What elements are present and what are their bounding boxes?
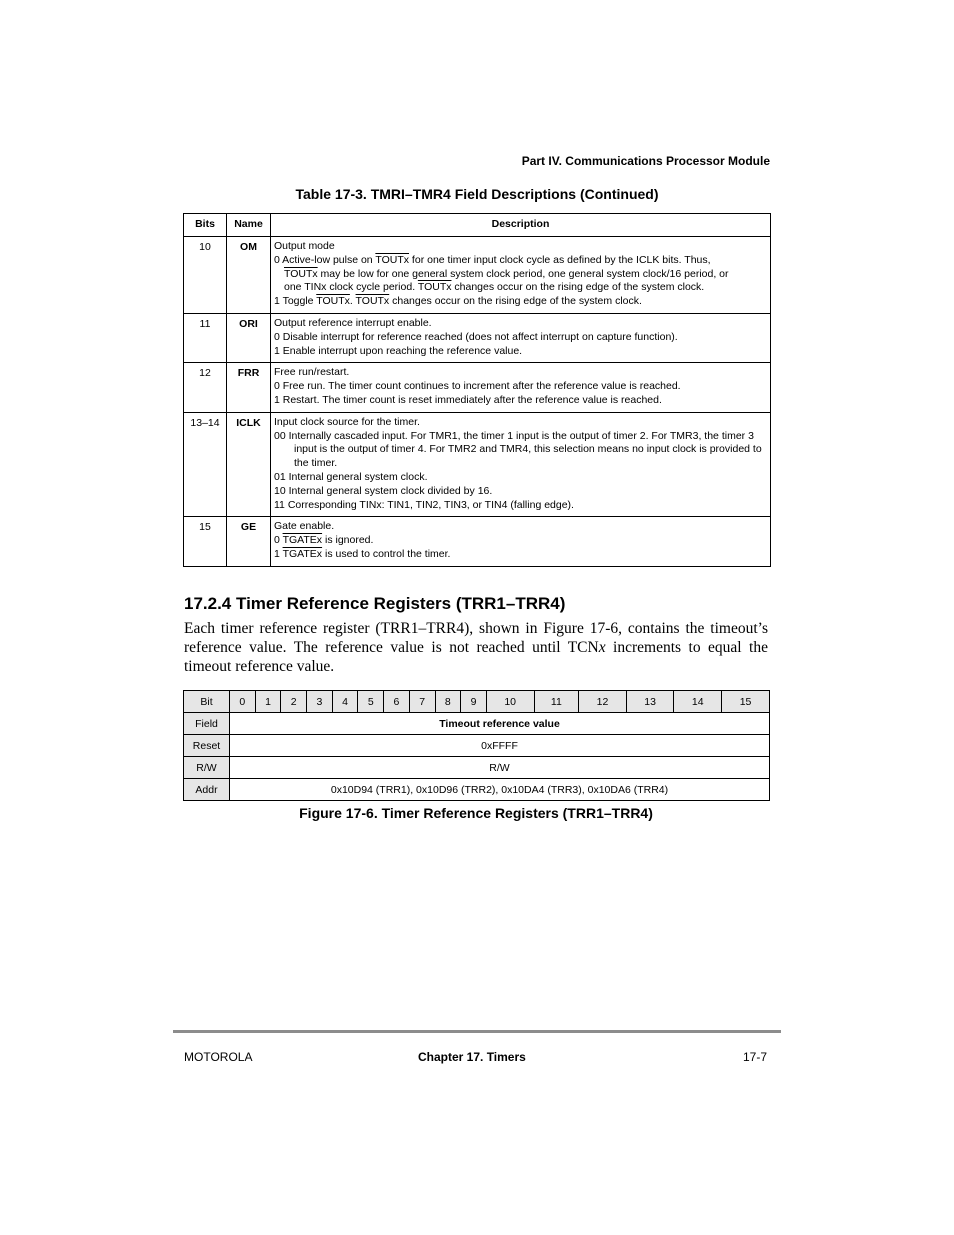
addr-row-label: Addr [184,779,230,801]
desc-line: 1 Toggle TOUTx. TOUTx changes occur on the rising edge of the system clock. [274,295,642,308]
bit-number: 5 [358,691,384,713]
running-head: Part IV. Communications Processor Module [521,154,770,168]
bit-number: 0 [230,691,256,713]
field-descriptions-table [183,213,771,567]
desc-line: 1 Enable interrupt upon reaching the reference value. [274,344,523,357]
bit-number: 13 [626,691,674,713]
register-diagram [183,690,770,801]
table-header-row [184,214,771,237]
reset-value: 0xFFFF [230,735,770,757]
desc-line: 11 Corresponding TINx: TIN1, TIN2, TIN3, or TIN4 (falling edge). [274,498,574,511]
header-description: Description [271,214,771,237]
row-bits: 13–14 [184,412,227,517]
row-bits: 12 [184,363,227,412]
footer-left: MOTOROLA [184,1050,253,1064]
footer-page-number: 17-7 [742,1050,767,1064]
bit-number: 15 [722,691,770,713]
desc-line: 1 TGATEx is used to control the timer. [274,547,451,560]
table-caption: Table 17-3. TMRI–TMR4 Field Descriptions (Continued) [295,186,659,202]
footer-chapter: Chapter 17. Timers [418,1050,526,1064]
footer-rule [173,1030,781,1033]
reset-row-label: Reset [184,735,230,757]
desc-line: 0 Free run. The timer count continues to increment after the reference value is reached. [274,380,681,393]
field-row-label: Field [184,713,230,735]
bit-number: 12 [579,691,627,713]
rw-value: R/W [230,757,770,779]
bit-number: 8 [435,691,461,713]
bit-number: 2 [281,691,307,713]
addr-value: 0x10D94 (TRR1), 0x10D96 (TRR2), 0x10DA4 (TRR3), 0x10DA6 (TRR4) [230,779,770,801]
field-value: Timeout reference value [230,713,770,735]
desc-line: 01 Internal general system clock. [274,470,428,483]
table-row [184,363,771,412]
desc-title: Output mode [274,240,335,252]
desc-title: Output reference interrupt enable. [274,316,432,329]
bit-number: 4 [332,691,358,713]
section-heading: 17.2.4 Timer Reference Registers (TRR1–TRR4) [184,594,566,613]
addr-row [184,779,770,801]
rw-row-label: R/W [184,757,230,779]
desc-line: 0 Active-low pulse on TOUTx for one timer input clock cycle as defined by the ICLK bits. Thus, TOUTx may be low for one general system clock period, one general system clock/16 period, or one TINx clock cycle period. TOUTx changes occur on the rising edge of the system clock. [274,253,729,294]
bit-row-label: Bit [184,691,230,713]
desc-title: Gate enable. [274,520,335,533]
bit-number: 9 [461,691,487,713]
row-description [271,517,771,566]
desc-line: 1 Restart. The timer count is reset immediately after the reference value is reached. [274,393,662,406]
bit-number: 3 [307,691,333,713]
row-name: GE [227,517,271,566]
desc-line: 0 Disable interrupt for reference reached (does not affect interrupt on capture function). [274,330,678,343]
bit-number: 14 [674,691,722,713]
body-paragraph: Each timer reference register (TRR1–TRR4), shown in Figure 17-6, contains the timeout’s reference value. The reference value is not reached until TCNx increments to equal the timeout reference value. [184,620,768,675]
table-row [184,412,771,517]
row-name: FRR [227,363,271,412]
bit-number: 1 [255,691,281,713]
table-row [184,517,771,566]
row-description [271,313,771,362]
field-row [184,713,770,735]
bit-number: 10 [486,691,534,713]
row-name: ORI [227,313,271,362]
desc-title: Free run/restart. [274,366,350,379]
bit-number: 7 [409,691,435,713]
row-name: OM [227,237,271,314]
row-description [271,363,771,412]
table-row [184,313,771,362]
table-row [184,237,771,314]
header-name: Name [227,214,271,237]
row-description [271,412,771,517]
rw-row [184,757,770,779]
figure-caption: Figure 17-6. Timer Reference Registers (TRR1–TRR4) [299,805,653,821]
desc-line: 00 Internally cascaded input. For TMR1, the timer 1 input is the output of timer 2. For TMR3, the timer 3 input is the output of timer 4. For TMR2 and TMR4, this selection means no input clock is provided to the timer. [274,429,762,470]
row-bits: 10 [184,237,227,314]
row-name: ICLK [227,412,271,517]
row-bits: 11 [184,313,227,362]
row-description [271,237,771,314]
desc-line: 10 Internal general system clock divided by 16. [274,484,493,497]
row-bits: 15 [184,517,227,566]
bit-number: 11 [534,691,579,713]
desc-line: 0 TGATEx is ignored. [274,534,374,547]
bit-number: 6 [384,691,410,713]
desc-title: Input clock source for the timer. [274,415,420,428]
bit-row [184,691,770,713]
reset-row [184,735,770,757]
header-bits: Bits [184,214,227,237]
